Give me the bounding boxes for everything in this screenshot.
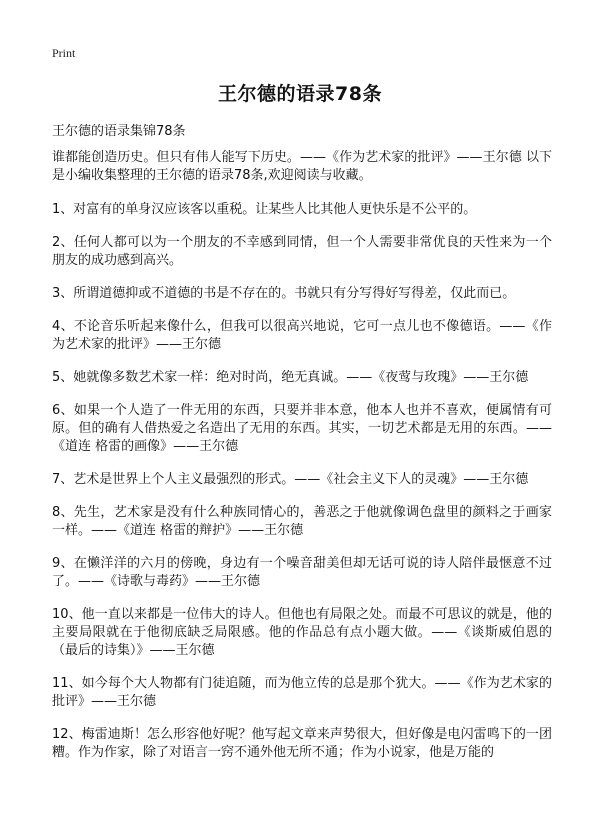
- quote-paragraph-8: 8、先生，艺术家是没有什么种族同情心的，善恶之于他就像调色盘里的颜料之于画家一样。——《道连 格雷的辩护》——王尔德: [52, 505, 552, 538]
- quote-paragraph-4: 4、不论音乐听起来像什么，但我可以很高兴地说，它可一点儿也不像德语。——《作为艺术家的批评》——王尔德: [52, 319, 552, 352]
- quote-paragraph-11: 11、如今每个大人物都有门徒追随，而为他立传的总是那个犹大。——《作为艺术家的批评》——王尔德: [52, 676, 552, 709]
- quote-paragraph-10: 10、他一直以来都是一位伟大的诗人。但他也有局限之处。而最不可思议的就是，他的主要局限就在于他彻底缺乏局限感。他的作品总有点小题大做。——《谈斯威伯恩的（最后的诗集）》——王尔德: [52, 607, 552, 658]
- document-title: 王尔德的语录78条: [218, 83, 382, 105]
- intro-paragraph: 谁都能创造历史。但只有伟人能写下历史。——《作为艺术家的批评》——王尔德 以下是小编收集整理的王尔德的语录78条,欢迎阅读与收藏。: [52, 150, 552, 183]
- quote-paragraph-2: 2、任何人都可以为一个朋友的不幸感到同情，但一个人需要非常优良的天性来为一个朋友的成功感到高兴。: [52, 235, 552, 268]
- print-label[interactable]: Print: [52, 46, 76, 60]
- quote-paragraph-1: 1、对富有的单身汉应该客以重税。让某些人比其他人更快乐是不公平的。: [52, 202, 477, 217]
- document-subtitle: 王尔德的语录集锦78条: [52, 124, 186, 139]
- quote-paragraph-9: 9、在懒洋洋的六月的傍晚，身边有一个噪音甜美但却无话可说的诗人陪伴最惬意不过了。——《诗歌与毒药》——王尔德: [52, 556, 552, 589]
- quote-paragraph-12: 12、梅雷迪斯！怎么形容他好呢？他写起文章来声势很大，但好像是电闪雷鸣下的一团糟。作为作家，除了对语言一窍不通外他无所不通；作为小说家，他是万能的: [52, 727, 552, 760]
- quote-paragraph-3: 3、所谓道德抑或不道德的书是不存在的。书就只有分写得好写得差，仅此而已。: [52, 286, 516, 301]
- quote-paragraph-5: 5、她就像多数艺术家一样：绝对时尚，绝无真诚。——《夜莺与玫瑰》——王尔德: [52, 370, 529, 385]
- document-body: [52, 149, 552, 777]
- quote-paragraph-7: 7、艺术是世界上个人主义最强烈的形式。——《社会主义下人的灵魂》——王尔德: [52, 472, 529, 487]
- quote-paragraph-6: 6、如果一个人造了一件无用的东西，只要并非本意，他本人也并不喜欢，便属情有可原。但的确有人借热爱之名造出了无用的东西。其实，一切艺术都是无用的东西。——《道连 格雷的画像》——王尔德: [52, 403, 552, 454]
